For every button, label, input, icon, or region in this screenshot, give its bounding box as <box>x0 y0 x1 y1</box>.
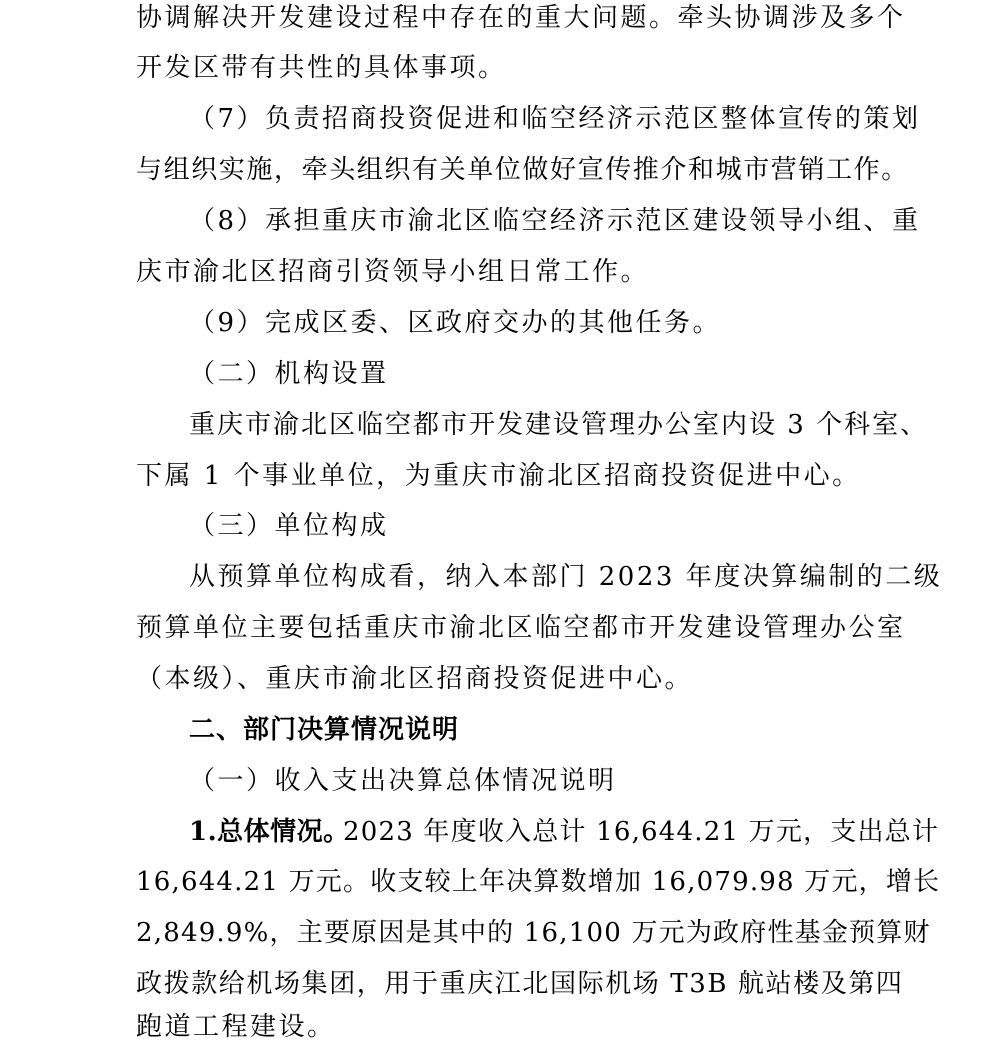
text-line <box>0 101 1000 151</box>
paragraph-text: 政拨款给机场集团，用于重庆江北国际机场 T3B 航站楼及第四 <box>136 969 904 999</box>
paragraph-text: （7）负责招商投资促进和临空经济示范区整体宣传的策划 <box>189 104 921 134</box>
section-heading: （三）单位构成 <box>189 511 389 541</box>
bold-lead-label: 1.总体情况。 <box>189 817 350 847</box>
paragraph-text: 2023 年度收入总计 16,644.21 万元，支出总计 <box>343 817 940 847</box>
paragraph-text: 协调解决开发建设过程中存在的重大问题。牵头协调涉及多个 <box>136 3 906 33</box>
paragraph-text: 与组织实施，牵头组织有关单位做好宣传推介和城市营销工作。 <box>136 155 909 185</box>
text-line <box>0 407 1000 457</box>
chapter-heading: 二、部门决算情况说明 <box>189 715 460 745</box>
section-heading: （一）收入支出决算总体情况说明 <box>189 766 617 796</box>
paragraph-text: 16,644.21 万元。收支较上年决算数增加 16,079.98 万元，增长 <box>136 867 941 897</box>
text-line <box>0 203 1000 253</box>
text-line <box>0 763 1000 813</box>
text-line <box>0 1009 1000 1059</box>
paragraph-text: 下属 1 个事业单位，为重庆市渝北区招商投资促进中心。 <box>136 461 861 491</box>
text-line <box>0 0 1000 50</box>
paragraph-text: （9）完成区委、区政府交办的其他任务。 <box>189 308 722 338</box>
paragraph-text: 重庆市渝北区临空都市开发建设管理办公室内设 3 个科室、 <box>189 410 929 440</box>
text-line <box>0 458 1000 508</box>
section-heading: （二）机构设置 <box>189 359 389 389</box>
text-line <box>0 915 1000 965</box>
text-line <box>0 50 1000 100</box>
text-line <box>0 559 1000 609</box>
paragraph-text: （8）承担重庆市渝北区临空经济示范区建设领导小组、重 <box>189 206 921 236</box>
paragraph-text: 开发区带有共性的具体事项。 <box>136 53 507 83</box>
paragraph-text: 跑道工程建设。 <box>136 1012 336 1042</box>
text-line <box>0 254 1000 304</box>
text-line <box>0 661 1000 711</box>
paragraph-text: 庆市渝北区招商引资领导小组日常工作。 <box>136 257 650 287</box>
text-line <box>0 864 1000 914</box>
text-line <box>0 814 1000 864</box>
text-line <box>0 712 1000 762</box>
text-line <box>0 356 1000 406</box>
text-line <box>0 508 1000 558</box>
paragraph-text: （本级）、重庆市渝北区招商投资促进中心。 <box>136 664 694 694</box>
paragraph-text: 从预算单位构成看，纳入本部门 2023 年度决算编制的二级 <box>189 562 943 592</box>
text-line <box>0 610 1000 660</box>
text-line <box>0 152 1000 202</box>
paragraph-text: 2,849.9%，主要原因是其中的 16,100 万元为政府性基金预算财 <box>136 918 931 948</box>
text-line <box>0 305 1000 355</box>
paragraph-text: 预算单位主要包括重庆市渝北区临空都市开发建设管理办公室 <box>136 613 906 643</box>
